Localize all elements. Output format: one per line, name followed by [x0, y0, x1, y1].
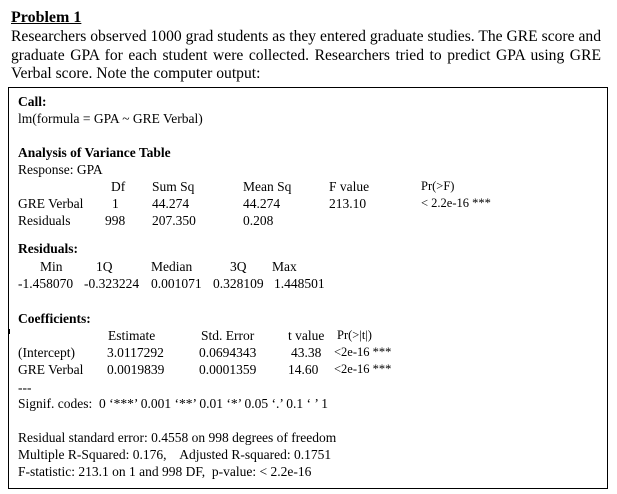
anova-row-sumsq: 44.274 — [152, 196, 190, 211]
f-statistic: F-statistic: 213.1 on 1 and 998 DF, p-value: < 2.2e-16 — [18, 464, 312, 479]
computer-output-box — [8, 87, 608, 489]
call-formula: lm(formula = GPA ~ GRE Verbal) — [18, 111, 203, 126]
coefficients-title: Coefficients: — [18, 311, 91, 326]
coef-row-name: (Intercept) — [18, 345, 75, 360]
residuals-value-median: 0.001071 — [151, 276, 202, 291]
anova-title: Analysis of Variance Table — [18, 145, 171, 160]
residuals-header-median: Median — [151, 259, 193, 274]
coef-header-pr: Pr(>|t|) — [337, 328, 372, 342]
coef-row-tvalue: 43.38 — [291, 345, 322, 360]
residuals-value-min: -1.458070 — [18, 276, 74, 291]
anova-response: Response: GPA — [18, 162, 103, 177]
anova-row-df: 998 — [105, 213, 126, 228]
coef-row-estimate: 0.0019839 — [107, 362, 165, 377]
anova-header-df: Df — [111, 179, 126, 194]
coef-row-stderr: 0.0694343 — [199, 345, 257, 360]
coef-row-name: GRE Verbal — [18, 362, 84, 377]
anova-row-sumsq: 207.350 — [152, 213, 196, 228]
residuals-value-max: 1.448501 — [274, 276, 325, 291]
signif-codes: Signif. codes: 0 ‘***’ 0.001 ‘**’ 0.01 ‘*’ 0.05 ‘.’ 0.1 ‘ ’ 1 — [18, 396, 328, 411]
coef-row-estimate: 3.0117292 — [107, 345, 164, 360]
coef-row-stderr: 0.0001359 — [199, 362, 257, 377]
residuals-title: Residuals: — [18, 241, 79, 256]
r-squared: Multiple R-Squared: 0.176, Adjusted R-squared: 0.1751 — [18, 447, 332, 462]
anova-row-pr: < 2.2e-16 *** — [421, 196, 491, 210]
coef-header-estimate: Estimate — [108, 328, 156, 343]
problem-intro: Researchers observed 1000 grad students as they entered graduate studies. The GRE score and graduate GPA for each student were collected. Researchers tried to predict GPA using GRE Verbal score. Note the computer output: — [11, 28, 601, 82]
anova-header-sumsq: Sum Sq — [152, 179, 195, 194]
anova-header-pr: Pr(>F) — [421, 179, 455, 193]
residuals-header-max: Max — [272, 259, 297, 274]
anova-header-fvalue: F value — [329, 179, 370, 194]
coef-row-pr: <2e-16 *** — [334, 362, 392, 376]
anova-row-fvalue: 213.10 — [329, 196, 367, 211]
anova-row-name: Residuals — [18, 213, 71, 228]
coef-separator: --- — [18, 380, 32, 395]
anova-row-meansq: 44.274 — [243, 196, 281, 211]
coef-header-stderr: Std. Error — [201, 328, 255, 343]
coef-row-pr: <2e-16 *** — [334, 345, 392, 359]
coef-row-tvalue: 14.60 — [288, 362, 319, 377]
residual-std-error: Residual standard error: 0.4558 on 998 degrees of freedom — [18, 430, 337, 445]
residuals-value-1q: -0.323224 — [84, 276, 140, 291]
residuals-header-3q: 3Q — [230, 259, 247, 274]
anova-row-meansq: 0.208 — [243, 213, 274, 228]
margin-tick — [9, 329, 10, 334]
residuals-header-1q: 1Q — [96, 259, 113, 274]
residuals-value-3q: 0.328109 — [213, 276, 264, 291]
anova-header-meansq: Mean Sq — [243, 179, 292, 194]
coef-header-tvalue: t value — [288, 328, 325, 343]
call-label: Call: — [18, 94, 47, 109]
residuals-header-min: Min — [40, 259, 63, 274]
problem-title: Problem 1 — [11, 9, 82, 26]
anova-row-name: GRE Verbal — [18, 196, 84, 211]
anova-row-df: 1 — [112, 196, 119, 211]
